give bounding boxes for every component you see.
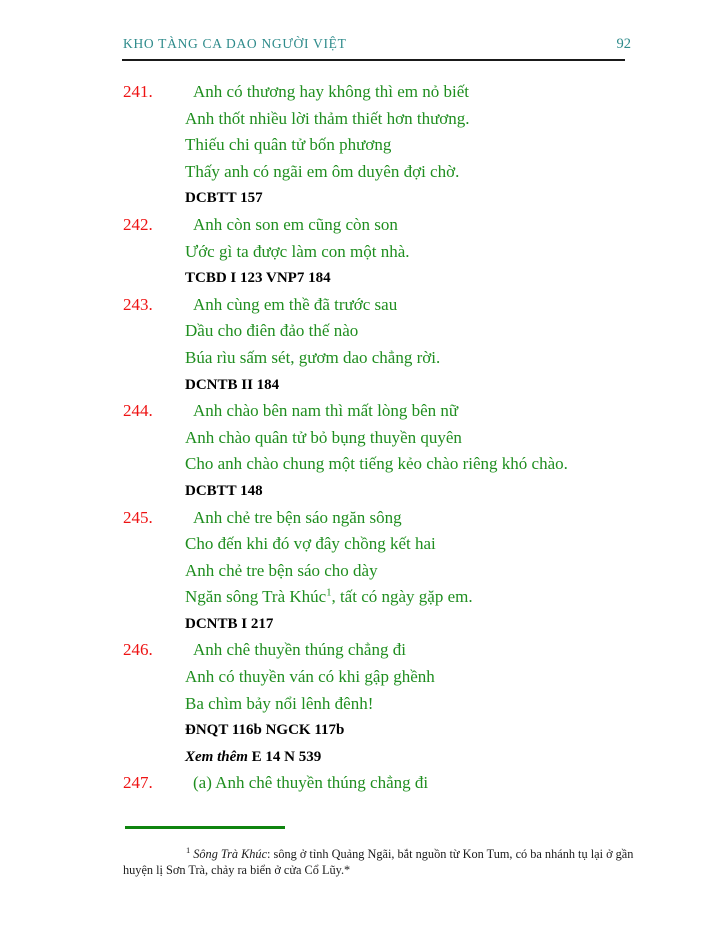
entry-247 [123, 770, 635, 797]
entry-245 [123, 505, 635, 638]
entry-body [185, 505, 635, 638]
footnote-text: : sông ở tỉnh Quảng Ngãi, bắt nguồn từ Kon Tum, có ba nhánh tụ lại ở gần huyện lị Sơn Trà, chảy ra biển ở cửa Cổ Lũy.* [123, 847, 634, 877]
verse-line: Anh chê thuyền thúng chẳng đi [193, 640, 406, 660]
entries-list [123, 79, 635, 797]
entry-244 [123, 398, 635, 504]
entry-body [185, 79, 635, 212]
source-citation: DCNTB I 217 [185, 615, 274, 632]
entry-241 [123, 79, 635, 212]
entry-number: 247. [123, 773, 153, 793]
entry-body [185, 770, 635, 797]
verse-line: Thấy anh có ngãi em ôm duyên đợi chờ. [185, 161, 460, 181]
verse-line: Thiếu chi quân tử bốn phương [185, 135, 392, 155]
verse-line: Anh còn son em cũng còn son [193, 214, 398, 234]
verse-line: Anh có thương hay không thì em nỏ biết [193, 82, 470, 101]
see-also-refs: E 14 N 539 [247, 748, 322, 765]
verse-line-with-footnote [185, 584, 635, 611]
footnote-rule [125, 826, 285, 829]
entry-number: 242. [123, 214, 153, 234]
entry-246 [123, 637, 635, 770]
entry-number: 241. [123, 82, 153, 101]
page-number: 92 [616, 36, 631, 52]
entry-body [185, 637, 635, 770]
entry-242 [123, 212, 635, 292]
footnote-marker: 1 [186, 845, 191, 856]
verse-line: Anh thốt nhiều lời thảm thiết hơn thương. [185, 108, 470, 128]
entry-number: 246. [123, 640, 153, 660]
verse-line: Ba chìm bảy nổi lênh đênh! [185, 693, 374, 713]
source-citation: DCNTB II 184 [185, 376, 280, 393]
see-also-line [185, 744, 635, 771]
entry-number: 245. [123, 507, 153, 527]
verse-line: Dầu cho điên đảo thế nào [185, 321, 359, 341]
verse-line: Anh chẻ tre bện sáo cho dày [185, 560, 378, 580]
entry-243 [123, 292, 635, 398]
verse-text: Ngăn sông Trà Khúc [185, 587, 327, 607]
verse-line: Cho anh chào chung một tiếng kẻo chào riêng khó chào. [185, 454, 568, 474]
verse-line: (a) Anh chê thuyền thúng chẳng đi [193, 773, 429, 793]
entry-number: 243. [123, 294, 153, 314]
verse-line: Anh cùng em thề đã trước sau [193, 294, 398, 314]
entry-body [185, 292, 635, 398]
running-header [123, 36, 631, 53]
verse-line: Anh chào quân tử bỏ bụng thuyền quyên [185, 427, 462, 447]
footnote [123, 847, 641, 878]
entry-number: 244. [123, 401, 153, 421]
entry-body [185, 398, 635, 504]
footnote-term: Sông Trà Khúc [193, 847, 268, 862]
book-title: KHO TÀNG CA DAO NGƯỜI VIỆT [123, 36, 347, 51]
verse-line: Anh chẻ tre bện sáo ngăn sông [193, 507, 402, 527]
source-citation: DCBTT 148 [185, 482, 263, 499]
source-citation: ĐNQT 116b NGCK 117b [185, 722, 345, 739]
source-citation: DCBTT 157 [185, 190, 263, 207]
entry-body [185, 212, 635, 292]
source-citation: TCBD I 123 VNP7 184 [185, 270, 331, 287]
see-also-label: Xem thêm [185, 748, 248, 765]
verse-line: Anh chào bên nam thì mất lòng bên nữ [193, 401, 459, 421]
footnote-ref-superscript: 1 [326, 587, 332, 599]
verse-line: Ước gì ta được làm con một nhà. [185, 241, 410, 261]
verse-line: Búa rìu sấm sét, gươm dao chẳng rời. [185, 347, 441, 367]
verse-text: , tất có ngày gặp em. [331, 587, 473, 607]
verse-line: Anh có thuyền ván có khi gập ghềnh [185, 667, 435, 687]
header-rule [122, 59, 625, 61]
verse-line: Cho đến khi đó vợ đây chồng kết hai [185, 534, 436, 554]
